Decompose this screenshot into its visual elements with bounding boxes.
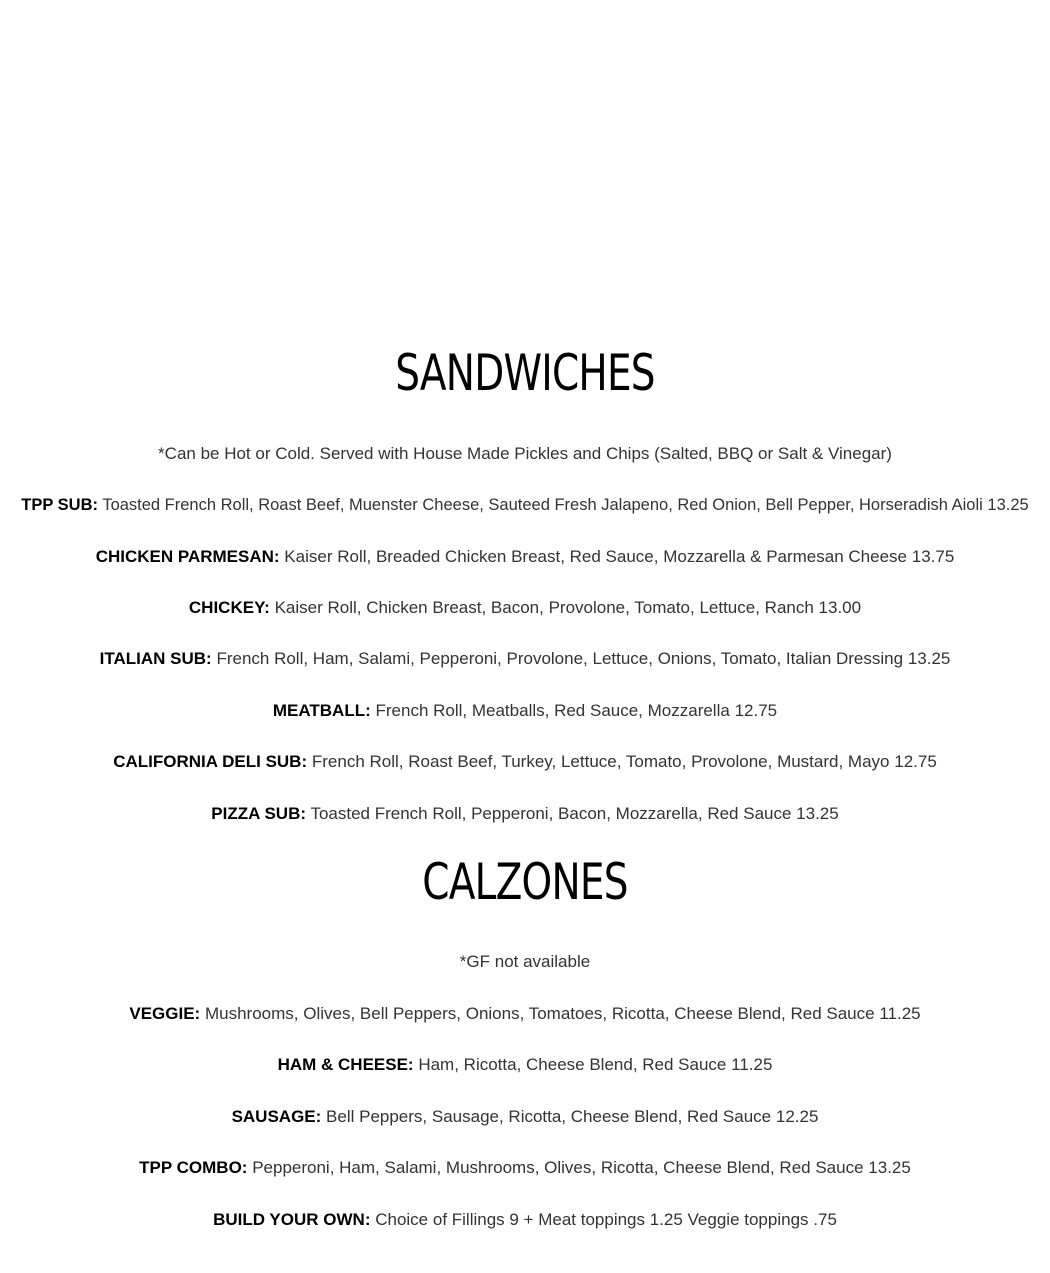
item-price: 12.75 (894, 752, 937, 771)
item-name: ITALIAN SUB: (99, 649, 212, 668)
item-name: MEATBALL: (272, 701, 371, 720)
item-description: Kaiser Roll, Breaded Chicken Breast, Red Sauce, Mozzarella & Parmesan Cheese (284, 547, 907, 566)
sandwiches-title: SANDWICHES (395, 344, 655, 402)
item-description: French Roll, Ham, Salami, Pepperoni, Provolone, Lettuce, Onions, Tomato, Italian Dressing (216, 649, 904, 668)
item-price: 13.25 (796, 804, 839, 823)
item-description: French Roll, Roast Beef, Turkey, Lettuce, Tomato, Provolone, Mustard, Mayo (311, 752, 890, 771)
item-name: BUILD YOUR OWN: (213, 1210, 371, 1229)
menu-item-meatball (0, 699, 1050, 723)
item-price: 13.00 (818, 598, 862, 617)
menu-item-italian-sub (0, 647, 1050, 671)
item-name: TPP COMBO: (139, 1158, 248, 1177)
item-description: Pepperoni, Ham, Salami, Mushrooms, Olives, Ricotta, Cheese Blend, Red Sauce (252, 1158, 864, 1177)
item-description: Kaiser Roll, Chicken Breast, Bacon, Provolone, Tomato, Lettuce, Ranch (274, 598, 814, 617)
item-name: CHICKEN PARMESAN: (95, 547, 280, 566)
calzones-title: CALZONES (422, 853, 628, 911)
item-price: 12.75 (734, 701, 778, 720)
item-name: HAM & CHEESE: (277, 1055, 414, 1074)
item-description: French Roll, Meatballs, Red Sauce, Mozzarella (375, 701, 730, 720)
item-name: VEGGIE: (129, 1004, 201, 1023)
item-price: 13.25 (868, 1158, 911, 1177)
item-price: 11.25 (731, 1055, 773, 1074)
menu-item-veggie (0, 1002, 1050, 1026)
menu-item-ham-and-cheese (0, 1053, 1050, 1077)
item-price: 11.25 (879, 1004, 921, 1023)
item-name: TPP SUB: (21, 496, 99, 514)
menu-item-pizza-sub (0, 802, 1050, 826)
menu-item-tpp-combo (0, 1156, 1050, 1180)
item-name: PIZZA SUB: (211, 804, 307, 823)
sandwiches-note: *Can be Hot or Cold. Served with House Made Pickles and Chips (Salted, BBQ or Salt & Vinegar) (158, 444, 892, 463)
calzones-note: *GF not available (459, 952, 591, 971)
item-price: 13.25 (907, 649, 951, 668)
item-name: CHICKEY: (188, 598, 270, 617)
item-name: CALIFORNIA DELI SUB: (113, 752, 308, 771)
menu-item-tpp-sub (0, 493, 1050, 517)
item-price: 12.25 (775, 1107, 819, 1126)
menu-item-california-deli-sub (0, 750, 1050, 774)
menu-item-chickey (0, 596, 1050, 620)
menu-item-build-your-own (0, 1208, 1050, 1232)
item-description: Toasted French Roll, Pepperoni, Bacon, Mozzarella, Red Sauce (310, 804, 792, 823)
item-price: 13.25 (987, 496, 1029, 514)
item-description: Choice of Fillings 9 + Meat toppings 1.25 Veggie toppings (375, 1210, 809, 1229)
item-price: .75 (813, 1210, 837, 1229)
item-name: SAUSAGE: (231, 1107, 322, 1126)
item-description: Bell Peppers, Sausage, Ricotta, Cheese Blend, Red Sauce (326, 1107, 772, 1126)
menu-item-chicken-parmesan (0, 545, 1050, 569)
item-description: Ham, Ricotta, Cheese Blend, Red Sauce (418, 1055, 727, 1074)
item-description: Toasted French Roll, Roast Beef, Muenster Cheese, Sauteed Fresh Jalapeno, Red Onion, Bell Pepper, Horseradish Aioli (102, 496, 983, 514)
item-description: Mushrooms, Olives, Bell Peppers, Onions, Tomatoes, Ricotta, Cheese Blend, Red Sauce (204, 1004, 875, 1023)
menu-item-sausage (0, 1105, 1050, 1129)
item-price: 13.75 (911, 547, 955, 566)
